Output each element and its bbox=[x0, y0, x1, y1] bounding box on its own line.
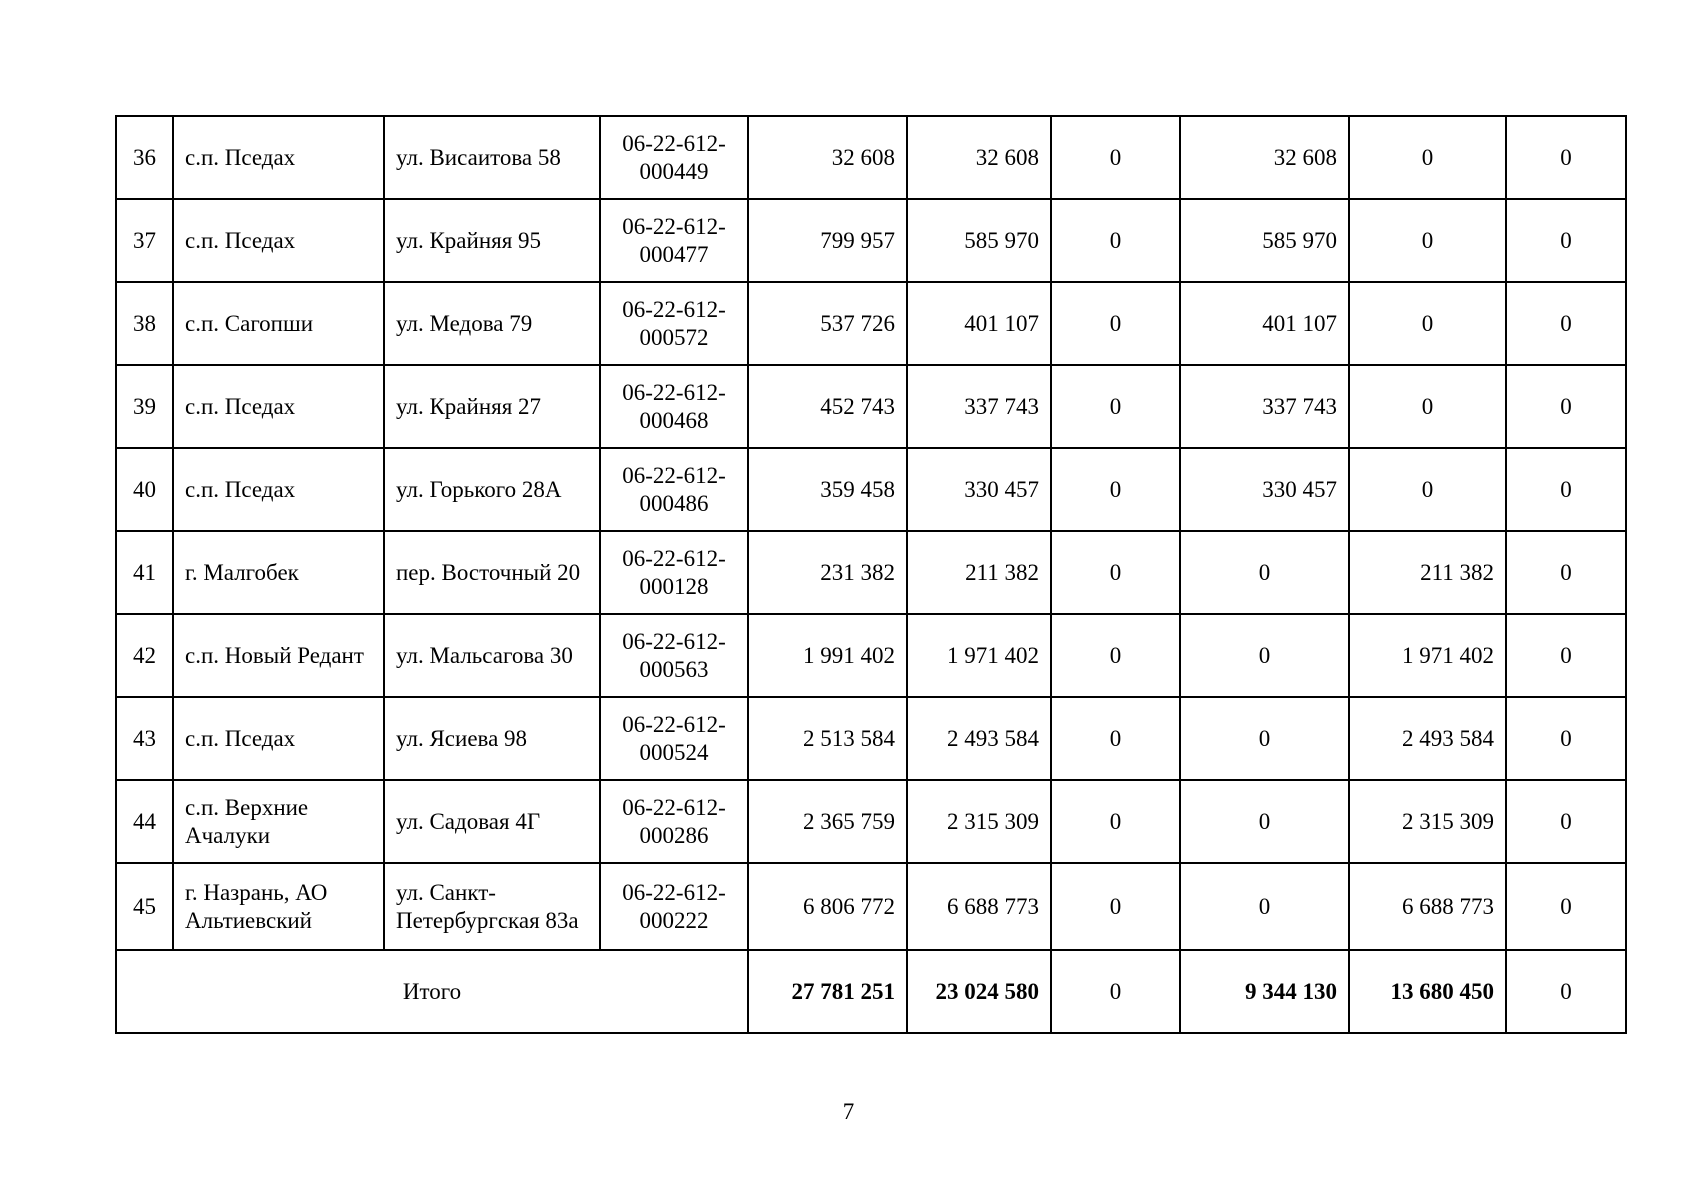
value-cell-2: 2 493 584 bbox=[907, 697, 1051, 780]
value-cell-3: 0 bbox=[1051, 531, 1180, 614]
value-cell-4: 330 457 bbox=[1180, 448, 1349, 531]
data-table bbox=[115, 115, 1627, 1034]
settlement-cell: с.п. Сагопши bbox=[173, 282, 384, 365]
value-cell-2: 2 315 309 bbox=[907, 780, 1051, 863]
code-cell: 06-22-612-000449 bbox=[600, 116, 748, 199]
value-cell-6: 0 bbox=[1506, 116, 1626, 199]
settlement-cell: с.п. Пседах bbox=[173, 116, 384, 199]
value-cell-5: 0 bbox=[1349, 448, 1506, 531]
value-cell-5: 0 bbox=[1349, 199, 1506, 282]
value-cell-4: 0 bbox=[1180, 531, 1349, 614]
address-cell: ул. Мальсагова 30 bbox=[384, 614, 600, 697]
address-cell: ул. Садовая 4Г bbox=[384, 780, 600, 863]
value-cell-2: 211 382 bbox=[907, 531, 1051, 614]
table-row bbox=[116, 531, 1626, 614]
value-cell-2: 330 457 bbox=[907, 448, 1051, 531]
code-cell: 06-22-612-000222 bbox=[600, 863, 748, 950]
value-cell-4: 0 bbox=[1180, 697, 1349, 780]
value-cell-6: 0 bbox=[1506, 448, 1626, 531]
address-cell: ул. Санкт-Петербургская 83а bbox=[384, 863, 600, 950]
value-cell-3: 0 bbox=[1051, 780, 1180, 863]
value-cell-4: 32 608 bbox=[1180, 116, 1349, 199]
table-row bbox=[116, 282, 1626, 365]
value-cell-6: 0 bbox=[1506, 614, 1626, 697]
address-cell: пер. Восточный 20 bbox=[384, 531, 600, 614]
value-cell-5: 0 bbox=[1349, 365, 1506, 448]
value-cell-1: 6 806 772 bbox=[748, 863, 907, 950]
row-number-cell: 43 bbox=[116, 697, 173, 780]
value-cell-5: 0 bbox=[1349, 116, 1506, 199]
row-number-cell: 36 bbox=[116, 116, 173, 199]
settlement-cell: с.п. Пседах bbox=[173, 697, 384, 780]
value-cell-6: 0 bbox=[1506, 863, 1626, 950]
total-value-1: 27 781 251 bbox=[748, 950, 907, 1033]
total-value-4: 9 344 130 bbox=[1180, 950, 1349, 1033]
settlement-cell: с.п. Пседах bbox=[173, 365, 384, 448]
value-cell-3: 0 bbox=[1051, 199, 1180, 282]
total-value-3: 0 bbox=[1051, 950, 1180, 1033]
value-cell-4: 337 743 bbox=[1180, 365, 1349, 448]
value-cell-3: 0 bbox=[1051, 282, 1180, 365]
value-cell-4: 0 bbox=[1180, 863, 1349, 950]
settlement-cell: с.п. Пседах bbox=[173, 448, 384, 531]
table-row bbox=[116, 863, 1626, 950]
value-cell-3: 0 bbox=[1051, 365, 1180, 448]
value-cell-5: 2 493 584 bbox=[1349, 697, 1506, 780]
total-value-6: 0 bbox=[1506, 950, 1626, 1033]
total-value-2: 23 024 580 bbox=[907, 950, 1051, 1033]
value-cell-1: 2 513 584 bbox=[748, 697, 907, 780]
value-cell-2: 1 971 402 bbox=[907, 614, 1051, 697]
table-row bbox=[116, 116, 1626, 199]
row-number-cell: 39 bbox=[116, 365, 173, 448]
row-number-cell: 44 bbox=[116, 780, 173, 863]
address-cell: ул. Крайняя 95 bbox=[384, 199, 600, 282]
value-cell-4: 585 970 bbox=[1180, 199, 1349, 282]
value-cell-4: 0 bbox=[1180, 614, 1349, 697]
value-cell-6: 0 bbox=[1506, 282, 1626, 365]
settlement-cell: г. Малгобек bbox=[173, 531, 384, 614]
address-cell: ул. Висаитова 58 bbox=[384, 116, 600, 199]
settlement-cell: г. Назрань, АО Альтиевский bbox=[173, 863, 384, 950]
value-cell-6: 0 bbox=[1506, 531, 1626, 614]
value-cell-2: 401 107 bbox=[907, 282, 1051, 365]
address-cell: ул. Медова 79 bbox=[384, 282, 600, 365]
row-number-cell: 37 bbox=[116, 199, 173, 282]
settlement-cell: с.п. Пседах bbox=[173, 199, 384, 282]
value-cell-2: 337 743 bbox=[907, 365, 1051, 448]
code-cell: 06-22-612-000477 bbox=[600, 199, 748, 282]
code-cell: 06-22-612-000286 bbox=[600, 780, 748, 863]
table-row bbox=[116, 697, 1626, 780]
value-cell-6: 0 bbox=[1506, 199, 1626, 282]
value-cell-5: 6 688 773 bbox=[1349, 863, 1506, 950]
code-cell: 06-22-612-000128 bbox=[600, 531, 748, 614]
value-cell-5: 2 315 309 bbox=[1349, 780, 1506, 863]
value-cell-1: 799 957 bbox=[748, 199, 907, 282]
value-cell-1: 537 726 bbox=[748, 282, 907, 365]
row-number-cell: 38 bbox=[116, 282, 173, 365]
value-cell-3: 0 bbox=[1051, 116, 1180, 199]
table-row bbox=[116, 365, 1626, 448]
settlement-cell: с.п. Верхние Ачалуки bbox=[173, 780, 384, 863]
value-cell-1: 359 458 bbox=[748, 448, 907, 531]
value-cell-6: 0 bbox=[1506, 697, 1626, 780]
value-cell-5: 211 382 bbox=[1349, 531, 1506, 614]
value-cell-1: 452 743 bbox=[748, 365, 907, 448]
code-cell: 06-22-612-000572 bbox=[600, 282, 748, 365]
row-number-cell: 45 bbox=[116, 863, 173, 950]
address-cell: ул. Ясиева 98 bbox=[384, 697, 600, 780]
address-cell: ул. Горького 28А bbox=[384, 448, 600, 531]
table-body bbox=[116, 116, 1626, 1033]
value-cell-6: 0 bbox=[1506, 780, 1626, 863]
table-row bbox=[116, 199, 1626, 282]
value-cell-2: 32 608 bbox=[907, 116, 1051, 199]
total-label: Итого bbox=[116, 950, 748, 1033]
code-cell: 06-22-612-000468 bbox=[600, 365, 748, 448]
value-cell-1: 231 382 bbox=[748, 531, 907, 614]
value-cell-1: 32 608 bbox=[748, 116, 907, 199]
code-cell: 06-22-612-000563 bbox=[600, 614, 748, 697]
value-cell-3: 0 bbox=[1051, 863, 1180, 950]
table-row bbox=[116, 448, 1626, 531]
row-number-cell: 42 bbox=[116, 614, 173, 697]
page-number: 7 bbox=[842, 1099, 855, 1124]
address-cell: ул. Крайняя 27 bbox=[384, 365, 600, 448]
value-cell-3: 0 bbox=[1051, 697, 1180, 780]
row-number-cell: 41 bbox=[116, 531, 173, 614]
total-value-5: 13 680 450 bbox=[1349, 950, 1506, 1033]
value-cell-2: 6 688 773 bbox=[907, 863, 1051, 950]
value-cell-1: 1 991 402 bbox=[748, 614, 907, 697]
table-row bbox=[116, 780, 1626, 863]
total-row bbox=[116, 950, 1626, 1033]
value-cell-3: 0 bbox=[1051, 614, 1180, 697]
value-cell-5: 0 bbox=[1349, 282, 1506, 365]
settlement-cell: с.п. Новый Редант bbox=[173, 614, 384, 697]
value-cell-6: 0 bbox=[1506, 365, 1626, 448]
value-cell-2: 585 970 bbox=[907, 199, 1051, 282]
value-cell-4: 401 107 bbox=[1180, 282, 1349, 365]
value-cell-4: 0 bbox=[1180, 780, 1349, 863]
value-cell-3: 0 bbox=[1051, 448, 1180, 531]
row-number-cell: 40 bbox=[116, 448, 173, 531]
value-cell-1: 2 365 759 bbox=[748, 780, 907, 863]
value-cell-5: 1 971 402 bbox=[1349, 614, 1506, 697]
code-cell: 06-22-612-000486 bbox=[600, 448, 748, 531]
code-cell: 06-22-612-000524 bbox=[600, 697, 748, 780]
table-row bbox=[116, 614, 1626, 697]
